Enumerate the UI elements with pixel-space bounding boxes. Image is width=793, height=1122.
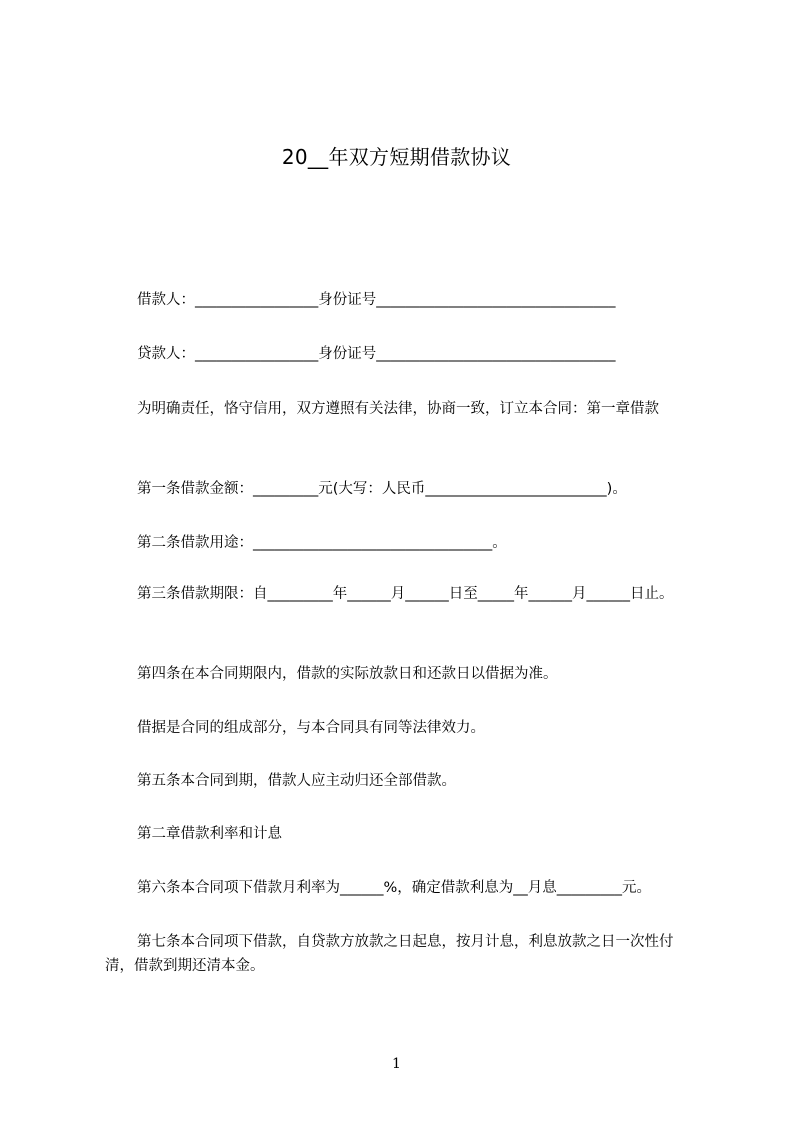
article-5-paragraph: 第五条本合同到期，借款人应主动归还全部借款。 (137, 773, 456, 789)
borrower-line: 借款人：_________________身份证号_________________________________ (137, 292, 616, 308)
article-2-loan-purpose: 第二条借款用途：_________________________________。 (137, 535, 507, 551)
article-6-interest-rate: 第六条本合同项下借款月利率为______%，确定借款利息为__月息_________元。 (137, 880, 652, 896)
chapter-2-heading: 第二章借款利率和计息 (137, 826, 282, 842)
page-number: 1 (392, 1056, 401, 1072)
lender-line: 贷款人：_________________身份证号_________________________________ (137, 346, 616, 362)
article-1-loan-amount: 第一条借款金额：_________元(大写：人民币_________________________)。 (137, 481, 627, 497)
preamble-paragraph: 为明确责任，恪守信用，双方遵照有关法律，协商一致，订立本合同：第一章借款 (137, 401, 659, 417)
article-4-paragraph: 第四条在本合同期限内，借款的实际放款日和还款日以借据为准。 (137, 666, 558, 682)
article-7-interest-calculation: 第七条本合同项下借款，自贷款方放款之日起息，按月计息，利息放款之日一次性付清，借款到期还清本金。 (105, 934, 674, 974)
document-title: 20__年双方短期借款协议 (281, 145, 512, 169)
article-3-loan-term: 第三条借款期限：自_________年______月______日至_____年______月______日止。 (137, 586, 674, 602)
receipt-effect-paragraph: 借据是合同的组成部分，与本合同具有同等法律效力。 (137, 720, 485, 736)
